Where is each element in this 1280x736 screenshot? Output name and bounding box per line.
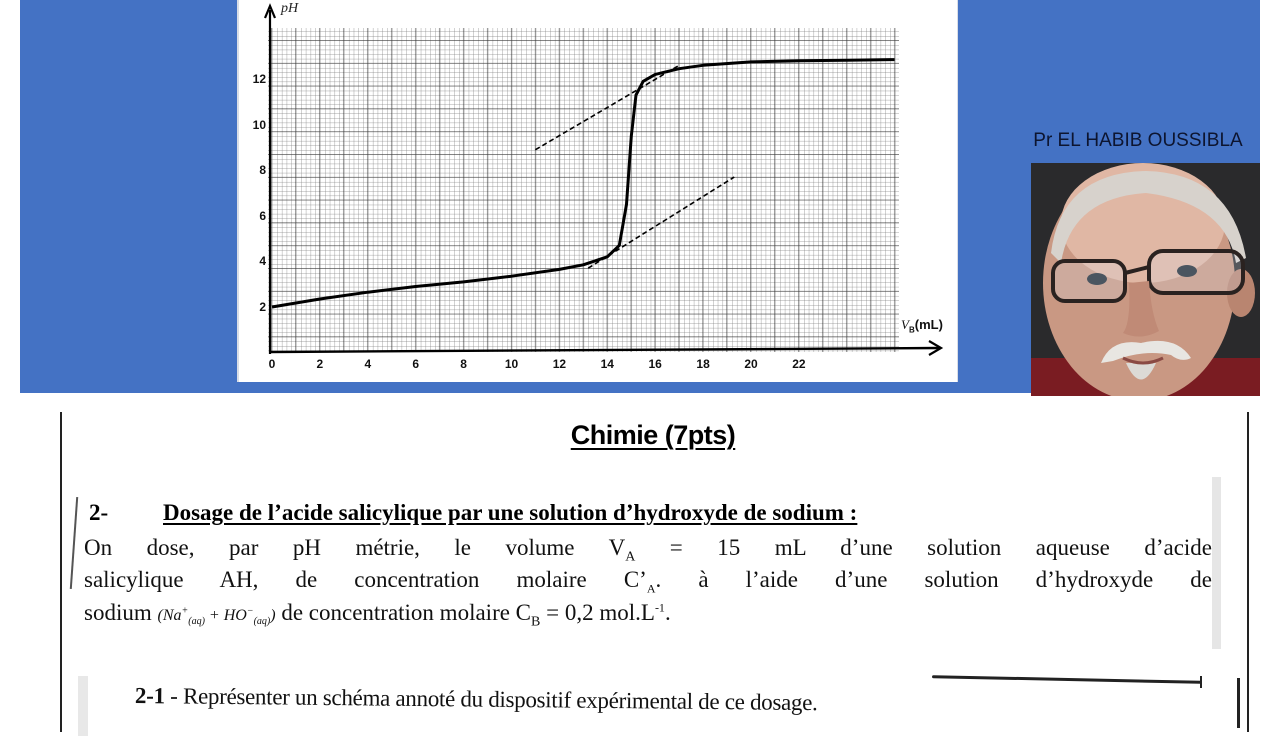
x-tick-label: 20 <box>744 357 758 371</box>
x-tick-label: 0 <box>268 357 276 371</box>
y-tick-label: 2 <box>259 300 266 314</box>
titration-curve-plot <box>239 0 957 382</box>
x-tick-label: 10 <box>504 357 519 371</box>
y-tick-label: 12 <box>252 72 266 86</box>
section-title: Chimie (7pts) <box>570 420 736 450</box>
question-text-line-2: salicylique AH, de concentration molaire $C’_A$. à l’aide d’une solution d’hydroxyde de <box>84 567 1212 596</box>
frame-edge <box>1237 678 1240 728</box>
question-heading <box>89 500 1219 526</box>
x-tick-label: 18 <box>696 357 710 371</box>
x-tick-label: 2 <box>316 357 324 371</box>
x-tick-label: 4 <box>364 357 372 371</box>
question-title: Dosage de l’acide salicylique par une solution d’hydroxyde de sodium : <box>163 500 858 525</box>
sub-question-text: - Représenter un schéma annoté du dispositif expérimental de ce dosage. <box>164 683 818 716</box>
question-text-line-1: On dose, par pH métrie, le volume $V_A = 15$ mL d’une solution aqueuse d’acide <box>84 535 1213 565</box>
sub-question-number: 2-1 <box>134 683 165 709</box>
y-tick-label: 8 <box>259 163 266 178</box>
author-name: Pr EL HABIB OUSSIBLA <box>1033 130 1243 151</box>
x-tick-label: 16 <box>648 357 662 371</box>
y-tick-label: 6 <box>259 208 266 223</box>
x-tick-label: 22 <box>792 357 806 371</box>
x-tick-label: 8 <box>460 357 467 371</box>
x-tick-label: 6 <box>412 357 420 371</box>
x-tick-label: 14 <box>600 357 614 371</box>
question-number: 2- <box>89 500 109 525</box>
sodium-hydroxide-formula: $(Na^+_{(aq)} + HO^-_{(aq)})$ <box>157 605 276 628</box>
author-photo <box>1031 163 1260 396</box>
y-axis-label: pH <box>281 1 299 16</box>
x-tick-label: 12 <box>552 357 567 371</box>
portrait-illustration <box>1031 163 1260 396</box>
y-tick-label: 10 <box>252 117 266 132</box>
question-text-line-3: sodium $(Na^+_{(aq)} + HO^-_{(aq)})$ de concentration molaire $C_B = 0,2$ $mol.L^{-1}$. <box>84 600 671 630</box>
y-tick-label: 4 <box>259 254 266 269</box>
x-axis-label: $V_B(mL)$ <box>901 317 943 335</box>
titration-chart <box>237 0 958 382</box>
